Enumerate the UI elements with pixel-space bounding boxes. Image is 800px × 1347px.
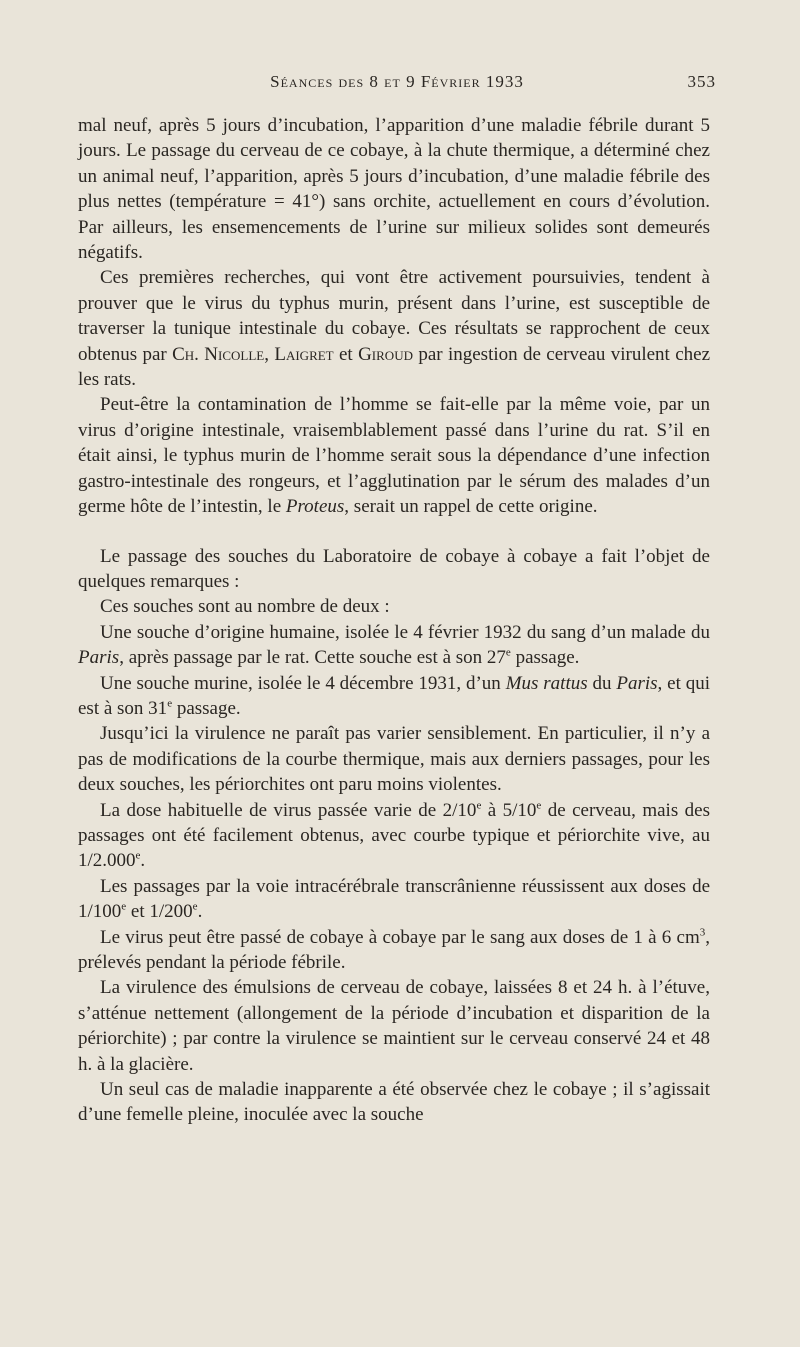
paragraph-text: Ces premières recherches, qui vont être activement poursuivies, tendent à prouver que le virus du typhus murin, présent dans l’urine, est susceptible de traverser la tunique intestinale du cobaye. Ces résultats se rapprochent de ceux obtenus par [78, 267, 710, 365]
paragraph [78, 1077, 710, 1128]
running-title: Séances des 8 et 9 Février 1933 [270, 72, 524, 91]
superscript: e [192, 900, 198, 913]
paragraph-text: Peut-être la contamination de l’homme se fait-elle par la même voie, par un virus d’origine intestinale, vraisemblablement passé dans l’urine du rat. S’il en était ainsi, le typhus murin de l’homme serait sous la dépendance d’une infection gastro-intestinale des rongeurs, et l’agglutination par le sérum des malades d’un germe hôte de l’intestin, le [78, 394, 710, 518]
paragraph-text: , et qui est à son 31 [78, 672, 711, 719]
paragraph [78, 392, 710, 519]
paragraph [78, 594, 710, 619]
body-text [78, 113, 710, 1128]
superscript: e [135, 850, 141, 863]
paragraph-text: passage. [510, 647, 580, 669]
paragraph-text: Le virus peut être passé de cobaye à cobaye par le sang aux doses de 1 à 6 cm [100, 926, 700, 948]
superscript: e [476, 799, 482, 812]
italic-term: Paris [78, 647, 120, 669]
author-name: Laigret [274, 343, 334, 365]
paragraph-text: passage. [172, 697, 241, 719]
page-header [78, 72, 716, 96]
superscript: e [167, 697, 173, 710]
paragraph-text: Le passage des souches du Laboratoire de cobaye à cobaye a fait l’objet de quelques remarques : [78, 545, 710, 592]
paragraph-text: à 5/10 [481, 799, 537, 821]
paragraph-text: Les passages par la voie intracérébrale transcrânienne réussissent aux doses de 1/100 [78, 875, 710, 923]
paragraph-text: Jusqu’ici la virulence ne paraît pas varier sensiblement. En particulier, il n’y a pas de modifications de la courbe thermique, mais aux derniers passages, pour les deux souches, les périorchites ont paru moins violentes. [78, 723, 710, 796]
paragraph-text: et 1/200 [126, 901, 193, 923]
paragraph-text: . [140, 850, 146, 872]
page-number: 353 [687, 72, 716, 91]
paragraph-text: Ces souches sont au nombre de deux : [100, 596, 390, 618]
paragraph-text: Une souche murine, isolée le 4 décembre 1931, d’un [100, 672, 506, 694]
paragraph-text: de cerveau, mais des passages ont été facilement obtenus, avec courbe typique et périorchite vive, au 1/2.000 [78, 799, 710, 872]
superscript: 3 [699, 926, 706, 939]
superscript: e [121, 900, 127, 913]
paragraph [78, 798, 710, 874]
paragraph-text: . [197, 901, 203, 923]
paragraph-text: La virulence des émulsions de cerveau de cobaye, laissées 8 et 24 h. à l’étuve, s’atténue nettement (allongement de la période d’incubation et disparition de la périorchite) ; par contre la virulence se maintient sur le cerveau conservé 24 et 48 h. à la glacière. [78, 977, 710, 1075]
paragraph-text: , serait un rappel de cette origine. [344, 496, 598, 518]
superscript: e [505, 646, 511, 659]
paragraph [78, 671, 710, 722]
paragraph-text: , après passage par le rat. Cette souche est à son 27 [119, 647, 506, 669]
paragraph-text: mal neuf, après 5 jours d’incubation, l’apparition d’une maladie fébrile durant 5 jours. Le passage du cerveau de ce cobaye, à la chute thermique, a déterminé chez un animal neuf, l’apparition, après 5 jours d’incubation, d’une maladie fébrile des plus nettes (température = 41°) sans orchite, actuellement en cours d’évolution. Par ailleurs, les ensemencements de l’urine sur milieux solides sont demeurés négatifs. [78, 115, 710, 264]
paragraph-text: du [587, 672, 617, 694]
author-name: Ch. Nicolle [172, 343, 265, 365]
paragraph-text: et [333, 343, 359, 365]
superscript: e [536, 799, 542, 812]
italic-term: Paris [616, 672, 658, 694]
paragraph [78, 113, 710, 265]
author-name: Giroud [358, 343, 413, 365]
paragraph [78, 874, 710, 925]
paragraph [78, 721, 710, 797]
paragraph [78, 544, 710, 595]
paragraph-text: La dose habituelle de virus passée varie de 2/10 [100, 799, 477, 821]
paragraph-text: Une souche d’origine humaine, isolée le 4 février 1932 du sang d’un malade du [100, 621, 710, 643]
paragraph-text: , [264, 343, 275, 365]
paragraph-text: Un seul cas de maladie inapparente a été observée chez le cobaye ; il s’agissait d’une femelle pleine, inoculée avec la souche [78, 1079, 710, 1126]
paragraph-text: , prélevés pendant la période fébrile. [78, 926, 710, 973]
italic-term: Proteus [285, 496, 345, 518]
paragraph [78, 265, 710, 392]
paragraph-text: par ingestion de cerveau virulent chez les rats. [78, 343, 711, 391]
paragraph [78, 975, 710, 1077]
paragraph [78, 620, 710, 671]
italic-term: Mus rattus [505, 672, 588, 694]
paragraph [78, 925, 710, 976]
